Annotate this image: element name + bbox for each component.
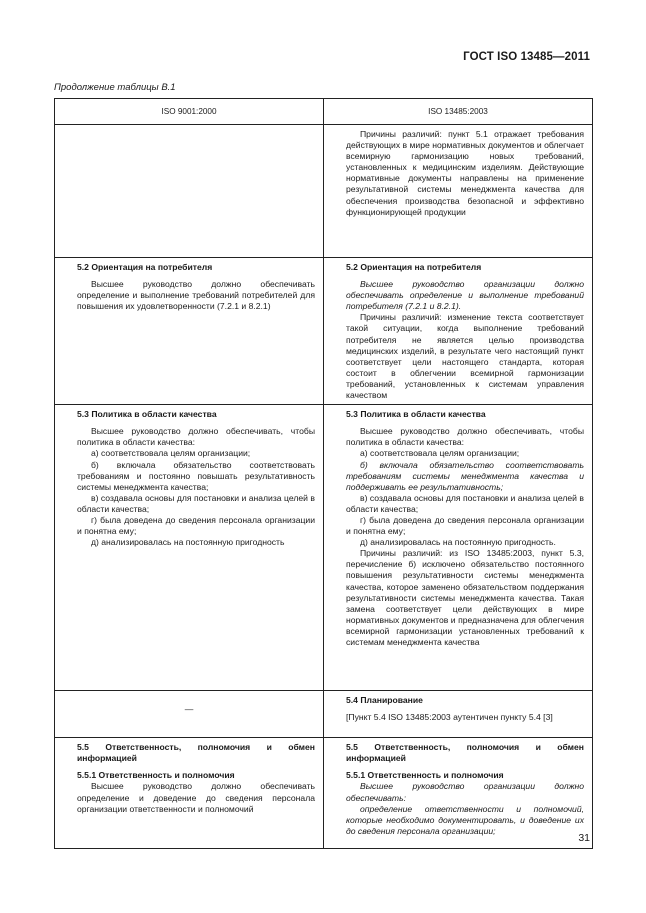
table-row: [55, 691, 593, 738]
section-text: Высшее руководство должно обеспечивать определение и выполнение требований потребителей для повышения их удовлетворенности (7.2.1 и 8.2.1): [77, 279, 315, 312]
empty-dash: —: [184, 703, 194, 714]
list-item: а) соответствовала целям организации;: [360, 448, 520, 459]
table-row: [55, 258, 593, 405]
section-heading: 5.5 Ответственность, полномочия и обмен информацией: [77, 742, 315, 764]
section-heading: 5.3 Политика в области качества: [77, 409, 217, 420]
section-heading: 5.3 Политика в области качества: [346, 409, 486, 420]
cell-left: [55, 738, 324, 849]
cell-right: [324, 405, 593, 691]
comparison-table: [54, 98, 593, 849]
subsection-heading: 5.5.1 Ответственность и полномочия: [77, 770, 235, 781]
section-heading: 5.4 Планирование: [346, 695, 423, 706]
section-heading: 5.2 Ориентация на потребителя: [77, 262, 213, 272]
cell-left-empty: [55, 125, 324, 258]
table-row: [55, 405, 593, 691]
standard-designation: ГОСТ ISO 13485—2011: [463, 51, 590, 63]
section-text: Высшее руководство должно обеспечивать, чтобы политика в области качества:: [77, 426, 315, 448]
cell-right: [324, 125, 593, 258]
cell-right: [324, 691, 593, 738]
column-header-iso9001: ISO 9001:2000: [55, 99, 324, 125]
section-heading: 5.5 Ответственность, полномочия и обмен информацией: [346, 742, 584, 764]
list-item: б) включала обязательство соответствовать требованиям системы менеджмента качества и поддерживать ее результативность;: [346, 459, 584, 492]
table-row: [55, 125, 593, 258]
list-item: в) создавала основы для постановки и анализа целей в области качества;: [346, 492, 584, 514]
cell-left: [55, 405, 324, 691]
column-header-iso13485: ISO 13485:2003: [324, 99, 593, 125]
section-text: Высшее руководство должно обеспечивать, чтобы политика в области качества:: [346, 426, 584, 448]
section-text-italic: Высшее руководство организации должно обеспечивать определение и выполнение требований потребителя (7.2.1 и 8.2.1).: [346, 279, 584, 312]
cell-left: [55, 258, 324, 405]
list-item: г) была доведена до сведения персонала организации и понятна ему;: [77, 514, 315, 537]
list-item: б) включала обязательство соответствовать требованиям и постоянно повышать результативность системы менеджмента качества;: [77, 459, 315, 492]
table-caption: Продолжение таблицы В.1: [54, 82, 176, 93]
reason-text: Причины различий: из ISO 13485:2003, пункт 5.3, перечисление б) исключено обязательство постоянного повышения результативности системы менеджмента качества, которое заменено обязательством поддержания результативности системы менеджмента качества. Такая замена соответствует цели действующих в мире нормативных документов и предназначена для облегчения всемирной гармонизации установленных требований к системам менеджмента качества: [346, 548, 584, 647]
section-text-italic: определение ответственности и полномочий, которые необходимо документировать, и доведение их до сведения персонала организации;: [346, 803, 584, 836]
section-heading: 5.2 Ориентация на потребителя: [346, 262, 482, 272]
table-row: [55, 738, 593, 849]
list-item: д) анализировалась на постоянную пригодность.: [360, 537, 556, 548]
cell-left: [55, 691, 324, 738]
list-item: д) анализировалась на постоянную пригодность: [91, 537, 285, 548]
page-number: 31: [578, 832, 590, 844]
list-item: г) была доведена до сведения персонала организации и понятна ему;: [346, 514, 584, 537]
subsection-heading: 5.5.1 Ответственность и полномочия: [346, 770, 504, 781]
list-item: в) создавала основы для постановки и анализа целей в области качества;: [77, 492, 315, 514]
table-header-row: [55, 99, 593, 125]
cell-right: [324, 738, 593, 849]
section-text: [Пункт 5.4 ISO 13485:2003 аутентичен пункту 5.4 [3]: [346, 712, 553, 723]
cell-right: [324, 258, 593, 405]
section-text-italic: Высшее руководство организации должно обеспечивать:: [346, 781, 584, 803]
list-item: а) соответствовала целям организации;: [91, 448, 251, 459]
reason-text: Причины различий: пункт 5.1 отражает требования действующих в мире нормативных документов и облегчает всемирную гармонизацию новых требований, установленных к медицинским изделиям. Действующие нормативные документы направлены на применение результативной системы менеджмента качества для обеспечения производства безопасной и эффективно функционирующей продукции: [346, 129, 584, 217]
section-text: Высшее руководство должно обеспечивать определение и доведение до сведения персонала организации ответственности и полномочий: [77, 781, 315, 814]
reason-text: Причины различий: изменение текста соответствует такой ситуации, когда выполнение требований потребителя не является целью производства медицинских изделий, в результате чего настоящий пункт соответствует цели настоящего стандарта, которая состоит в облегчении всемирной гармонизации требований, установленных к системам управления качеством: [346, 312, 584, 401]
